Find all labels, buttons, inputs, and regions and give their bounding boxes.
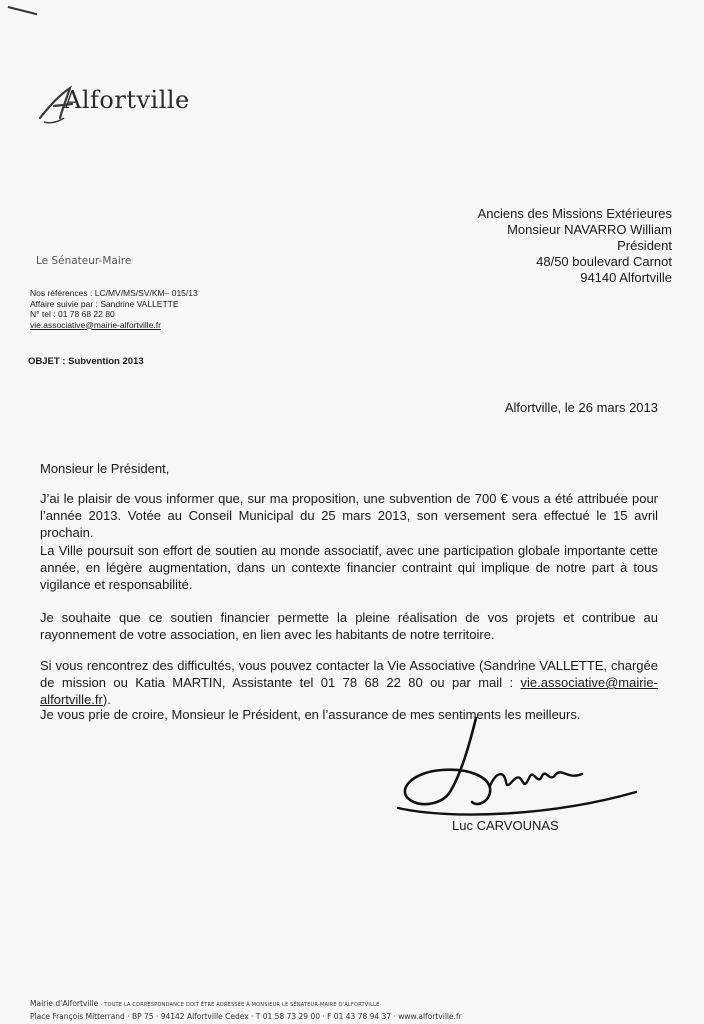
- recipient-address: [478, 206, 672, 286]
- recipient-line: 94140 Alfortville: [580, 270, 672, 285]
- subject-line: OBJET : Subvention 2013: [28, 356, 144, 367]
- paragraph-subsidy: J’ai le plaisir de vous informer que, sur ma proposition, une subvention de 700 € vous a été attribuée pour l’année 2013. Votée au Conseil Municipal du 25 mars 2013, son versement sera effectué le 15 avril prochain.: [40, 491, 658, 540]
- footer-mairie: Mairie d’Alfortville: [30, 999, 99, 1008]
- logo-text: Alfortville: [64, 86, 190, 114]
- recipient-line: Monsieur NAVARRO William: [507, 222, 672, 237]
- contact-text: Si vous rencontrez des difficultés, vous pouvez contacter la Vie Associative (Sandrine VALLETTE, chargée de mission ou Katia MARTIN, Assistante tel 01 78 68 22 80 ou par mail :: [40, 658, 658, 690]
- letter-date: Alfortville, le 26 mars 2013: [504, 400, 658, 415]
- recipient-line: 48/50 boulevard Carnot: [536, 254, 672, 269]
- references-block: [30, 288, 198, 330]
- reference-email: vie.associative@mairie-alfortville.fr: [30, 319, 161, 330]
- phone-number: N° tel : 01 78 68 22 80: [30, 309, 115, 319]
- paragraph-projects: Je souhaite que ce soutien financier permette la pleine réalisation de vos projets et contribue au rayonnement de votre association, en lien avec les habitants de notre territoire.: [40, 610, 658, 642]
- signer-name: Luc CARVOUNAS: [452, 818, 559, 833]
- contact-email-link: vie.associative@mairie-alfortville.fr: [40, 675, 658, 707]
- recipient-line: Anciens des Missions Extérieures: [477, 206, 672, 221]
- alfortville-logo: [36, 78, 216, 128]
- footer-line-2: Place François Mitterrand · BP 75 · 94142 Alfortville Cedex · T 01 58 73 29 00 · F 01 43 78 94 37 · www.alfortville.fr: [30, 1012, 462, 1021]
- recipient-line: Président: [617, 238, 672, 253]
- reference-number: Nos références : LC/MV/MS/SV/KM– 015/13: [30, 288, 198, 298]
- contact-text-end: ).: [102, 692, 111, 707]
- footer-notice: · TOUTE LA CORRESPONDANCE DOIT ÊTRE ADRESSÉE À MONSIEUR LE SÉNATEUR-MAIRE D’ALFORTVILLE: [100, 1002, 380, 1008]
- footer: [30, 998, 462, 1022]
- sender-title: Le Sénateur-Maire: [36, 255, 132, 267]
- closing-formula: Je vous prie de croire, Monsieur le Président, en l’assurance de mes sentiments les meilleurs.: [40, 707, 581, 722]
- case-handler: Affaire suivie par : Sandrine VALLETTE: [30, 298, 179, 309]
- paragraph-contact: [40, 657, 658, 708]
- pen-mark: [8, 6, 37, 15]
- salutation: Monsieur le Président,: [40, 461, 170, 476]
- handwritten-signature: [392, 712, 642, 822]
- footer-line-1: [30, 998, 462, 1011]
- paragraph-support: La Ville poursuit son effort de soutien au monde associatif, avec une participation globale importante cette année, en légère augmentation, dans un contexte financier contraint qui implique de notre part à tous vigilance et responsabilité.: [40, 543, 658, 592]
